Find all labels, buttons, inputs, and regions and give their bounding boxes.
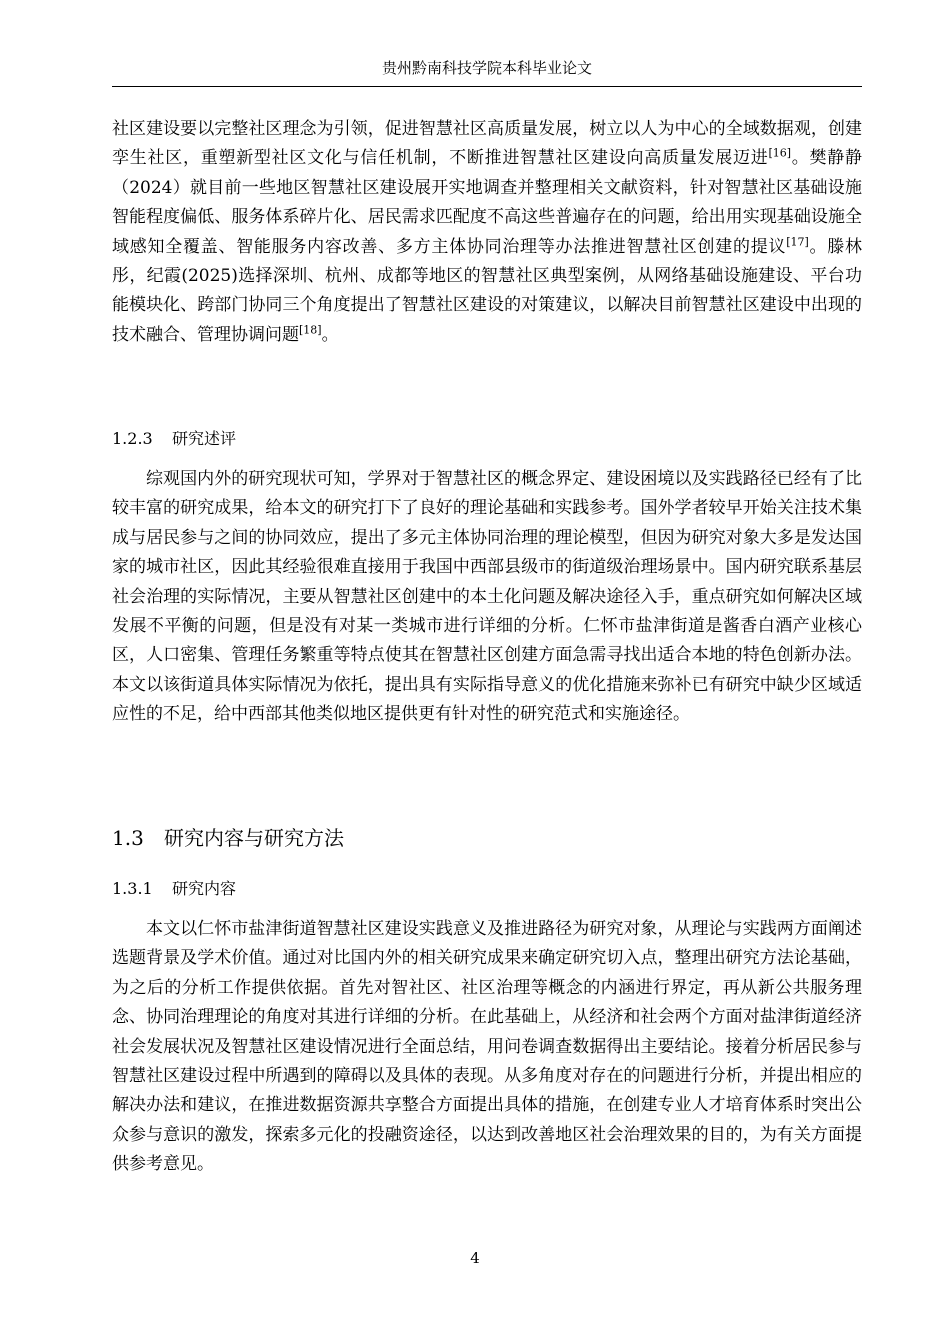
paragraph-text: 。滕林彤，纪霞(2025)选择深圳、杭州、成都等地区的智慧社区典型案例，从网络基础设施建设、平台功能模块化、跨部门协同三个角度提出了智慧社区建设的对策建议，以解决目前智慧社区建设中出现的技术融合、管理协调问题 (112, 236, 863, 345)
section-title: 研究述评 (172, 429, 237, 448)
section-title: 研究内容与研究方法 (164, 826, 344, 850)
page-number: 4 (470, 1249, 480, 1267)
citation-17: [17] (786, 234, 809, 248)
section-heading-1-3 (112, 825, 344, 851)
citation-18: [18] (299, 323, 322, 337)
section-heading-1-3-1 (112, 878, 236, 900)
citation-16: [16] (768, 146, 792, 160)
page-header: 贵州黔南科技学院本科毕业论文 (381, 59, 592, 77)
paragraph-research-content: 本文以仁怀市盐津街道智慧社区建设实践意义及推进路径为研究对象，从理论与实践两方面阐述选题背景及学术价值。通过对比国内外的相关研究成果来确定研究切入点，整理出研究方法论基础，为之后的分析工作提供依据。首先对智社区、社区治理等概念的内涵进行界定，再从新公共服务理念、协同治理理论的角度对其进行详细的分析。在此基础上，从经济和社会两个方面对盐津街道经济社会发展状况及智慧社区建设情况进行全面总结，用问卷调查数据得出主要结论。接着分析居民参与智慧社区建设过程中所遇到的障碍以及具体的表现。从多角度对存在的问题进行分析，并提出相应的解决办法和建议，在推进数据资源共享整合方面提出具体的措施，在创建专业人才培育体系时突出公众参与意识的激发，探索多元化的投融资途径，以达到改善地区社会治理效果的目的，为有关方面提供参考意见。 (112, 919, 862, 1175)
paragraph-text: 。 (321, 324, 339, 345)
section-heading-1-2-3 (112, 428, 236, 450)
paragraph-research-review: 综观国内外的研究现状可知，学界对于智慧社区的概念界定、建设困境以及实践路径已经有了比较丰富的研究成果，给本文的研究打下了良好的理论基础和实践参考。国外学者较早开始关注技术集成与居民参与之间的协同效应，提出了多元主体协同治理的理论模型，但因为研究对象大多是发达国家的城市社区，因此其经验很难直接用于我国中西部县级市的街道级治理场景中。国内研究联系基层社会治理的实际情况，主要从智慧社区创建中的本土化问题及解决途径入手，重点研究如何解决区域发展不平衡的问题，但是没有对某一类城市进行详细的分析。仁怀市盐津街道是酱香白酒产业核心区，人口密集、管理任务繁重等特点使其在智慧社区创建方面急需寻找出适合本地的特色创新办法。本文以该街道具体实际情况为依托，提出具有实际指导意义的优化措施来弥补已有研究中缺少区域适应性的不足，给中西部其他类似地区提供更有针对性的研究范式和实施途径。 (112, 469, 862, 725)
paragraph-text: 。樊静静（2024）就目前一些地区智慧社区建设展开实地调查并整理相关文献资料，针对智慧社区基础设施智能程度偏低、服务体系碎片化、居民需求匹配度不高这些普遍存在的问题，给出用实现基础设施全域感知全覆盖、智能服务内容改善、多方主体协同治理等办法推进智慧社区创建的提议 (112, 148, 863, 257)
paragraph-text: 社区建设要以完整社区理念为引领，促进智慧社区高质量发展，树立以人为中心的全域数据观，创建孪生社区，重塑新型社区文化与信任机制，不断推进智慧社区建设向高质量发展迈进 (112, 119, 862, 169)
section-number: 1.3 (112, 826, 144, 850)
header-divider (112, 86, 862, 87)
section-number: 1.3.1 (112, 879, 153, 898)
paragraph-literature-review-domestic (112, 115, 862, 350)
section-title: 研究内容 (172, 879, 237, 898)
section-number: 1.2.3 (112, 429, 153, 448)
